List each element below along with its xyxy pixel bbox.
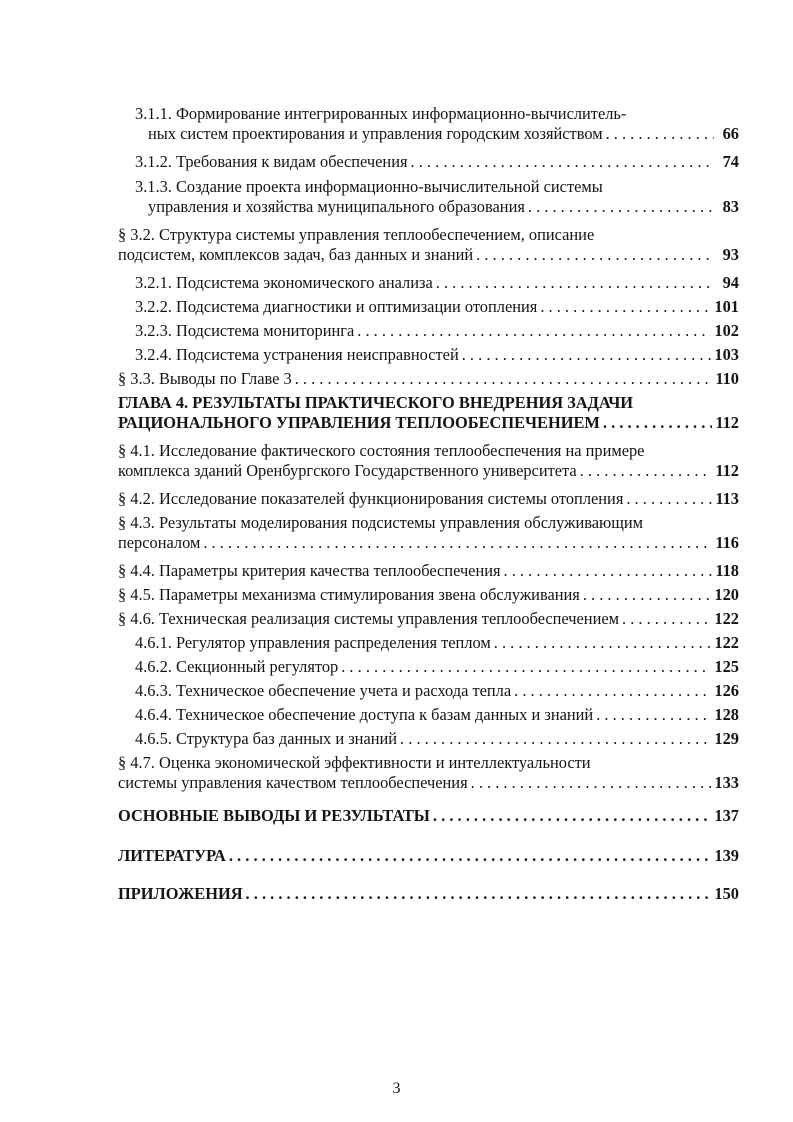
toc-page-number: 118 [715, 561, 739, 580]
toc-entry-text: ОСНОВНЫЕ ВЫВОДЫ И РЕЗУЛЬТАТЫ [118, 806, 430, 825]
toc-chapter-heading [118, 846, 739, 866]
toc-page-number: 94 [722, 273, 739, 292]
dot-leader [476, 245, 714, 265]
toc-entry [118, 585, 739, 605]
toc-entry-text: 4.6.3. Техническое обеспечение учета и расхода тепла [135, 681, 512, 700]
toc-entry-text: персоналом [118, 533, 201, 552]
toc-page-number: 133 [714, 773, 739, 792]
dot-leader [603, 413, 712, 433]
toc-entry-text: § 4.2. Исследование показателей функционирования системы отопления [118, 489, 624, 508]
dot-leader [436, 273, 714, 293]
toc-page-number: 101 [714, 297, 739, 316]
dot-leader [411, 152, 714, 172]
dot-leader [583, 585, 712, 605]
toc-entry [118, 753, 739, 793]
toc-entry [118, 489, 739, 509]
toc-page-number: 93 [722, 245, 739, 264]
dot-leader [626, 489, 712, 509]
toc-page-number: 128 [714, 705, 739, 724]
toc-entry [135, 681, 739, 701]
dot-leader [504, 561, 713, 581]
toc-entry-text-line1: § 4.7. Оценка экономической эффективности и интеллектуальности [118, 753, 591, 772]
toc-entry [118, 609, 739, 629]
toc-entry [135, 297, 739, 317]
toc-entry-text: § 4.4. Параметры критерия качества теплообеспечения [118, 561, 501, 580]
toc-chapter-heading [118, 393, 739, 433]
page-number: 3 [392, 1080, 401, 1097]
toc-entry-text: 3.2.3. Подсистема мониторинга [135, 321, 355, 340]
toc-entry [135, 152, 739, 172]
dot-leader [528, 197, 714, 217]
toc-page-number: 126 [714, 681, 739, 700]
dot-leader [462, 345, 712, 365]
dot-leader [606, 124, 714, 144]
toc-page-number: 120 [714, 585, 739, 604]
toc-entry [135, 345, 739, 365]
toc-page-number: 150 [714, 884, 739, 903]
toc-chapter-heading [118, 806, 739, 826]
toc-entry [135, 633, 739, 653]
toc-entry [135, 321, 739, 341]
dot-leader [494, 633, 712, 653]
toc-page-number: 83 [722, 197, 739, 216]
dot-leader [229, 846, 712, 866]
toc-entry-text: 4.6.4. Техническое обеспечение доступа к базам данных и знаний [135, 705, 594, 724]
toc-page-number: 116 [715, 533, 739, 552]
toc-entry [118, 513, 739, 553]
toc-entry [118, 441, 739, 481]
toc-entry-text-line1: § 4.3. Результаты моделирования подсистемы управления обслуживающим [118, 513, 644, 532]
toc-page-number: 112 [715, 461, 739, 480]
toc-entry-text: ных систем проектирования и управления городским хозяйством [148, 124, 603, 143]
toc-entry-text-line1: § 4.1. Исследование фактического состояния теплообеспечения на примере [118, 441, 645, 460]
toc-entry-text: подсистем, комплексов задач, баз данных и знаний [118, 245, 474, 264]
toc-entry-text: ЛИТЕРАТУРА [118, 846, 226, 865]
toc-entry-text: 3.2.1. Подсистема экономического анализа [135, 273, 433, 292]
toc-entry-text: § 4.6. Техническая реализация системы управления теплообеспечением [118, 609, 620, 628]
toc-entry-text-line1: 3.1.1. Формирование интегрированных информационно-вычислитель- [135, 104, 627, 123]
dot-leader [622, 609, 711, 629]
toc-entry-text: 3.1.2. Требования к видам обеспечения [135, 152, 408, 171]
toc-page-number: 110 [715, 369, 739, 388]
toc-entry-text: 3.2.2. Подсистема диагностики и оптимизации отопления [135, 297, 538, 316]
toc-page-number: 102 [714, 321, 739, 340]
toc-page-number: 103 [714, 345, 739, 364]
toc-page-number: 74 [722, 152, 739, 171]
dot-leader [357, 321, 711, 341]
toc-entry-text-line1: § 3.2. Структура системы управления теплообеспечением, описание [118, 225, 595, 244]
toc-entry-text: 4.6.2. Секционный регулятор [135, 657, 339, 676]
toc-entry-text: комплекса зданий Оренбургского Государственного университета [118, 461, 577, 480]
dot-leader [433, 806, 711, 826]
toc-entry [135, 273, 739, 293]
dot-leader [295, 369, 713, 389]
toc-page-number: 122 [714, 633, 739, 652]
toc-entry [118, 369, 739, 389]
toc-entry-text: 4.6.5. Структура баз данных и знаний [135, 729, 398, 748]
toc-page-number: 125 [714, 657, 739, 676]
dot-leader [514, 681, 711, 701]
toc-entry-text: § 4.5. Параметры механизма стимулирования звена обслуживания [118, 585, 580, 604]
toc-page-number: 139 [714, 846, 739, 865]
toc-page-number: 137 [714, 806, 739, 825]
toc-entry [135, 657, 739, 677]
toc-entry [135, 104, 739, 144]
toc-entry-text: управления и хозяйства муниципального образования [148, 197, 525, 216]
toc-page-number: 122 [714, 609, 739, 628]
toc-page-number: 112 [715, 413, 739, 432]
dot-leader [540, 297, 711, 317]
dot-leader [471, 773, 712, 793]
toc-entry-text-line1: 3.1.3. Создание проекта информационно-вычислительной системы [135, 177, 603, 196]
toc-entry-text: РАЦИОНАЛЬНОГО УПРАВЛЕНИЯ ТЕПЛООБЕСПЕЧЕНИЕМ [118, 413, 600, 432]
dot-leader [400, 729, 711, 749]
toc-page-number: 66 [722, 124, 739, 143]
dot-leader [246, 884, 712, 904]
toc-entry [135, 729, 739, 749]
toc-entry-text: § 3.3. Выводы по Главе 3 [118, 369, 292, 388]
toc-entry [135, 177, 739, 217]
toc-entry-text-line1: ГЛАВА 4. РЕЗУЛЬТАТЫ ПРАКТИЧЕСКОГО ВНЕДРЕНИЯ ЗАДАЧИ [118, 393, 634, 412]
toc-entry [118, 561, 739, 581]
toc-page-number: 129 [714, 729, 739, 748]
toc-entry-text: ПРИЛОЖЕНИЯ [118, 884, 243, 903]
toc-entry-text: 4.6.1. Регулятор управления распределения теплом [135, 633, 491, 652]
dot-leader [341, 657, 711, 677]
toc-entry [135, 705, 739, 725]
dot-leader [203, 533, 712, 553]
dot-leader [596, 705, 711, 725]
toc-entry-text: системы управления качеством теплообеспечения [118, 773, 468, 792]
dot-leader [580, 461, 713, 481]
toc-page-number: 113 [715, 489, 739, 508]
toc-entry-text: 3.2.4. Подсистема устранения неисправностей [135, 345, 459, 364]
toc-entry [118, 225, 739, 265]
toc-chapter-heading [118, 884, 739, 904]
